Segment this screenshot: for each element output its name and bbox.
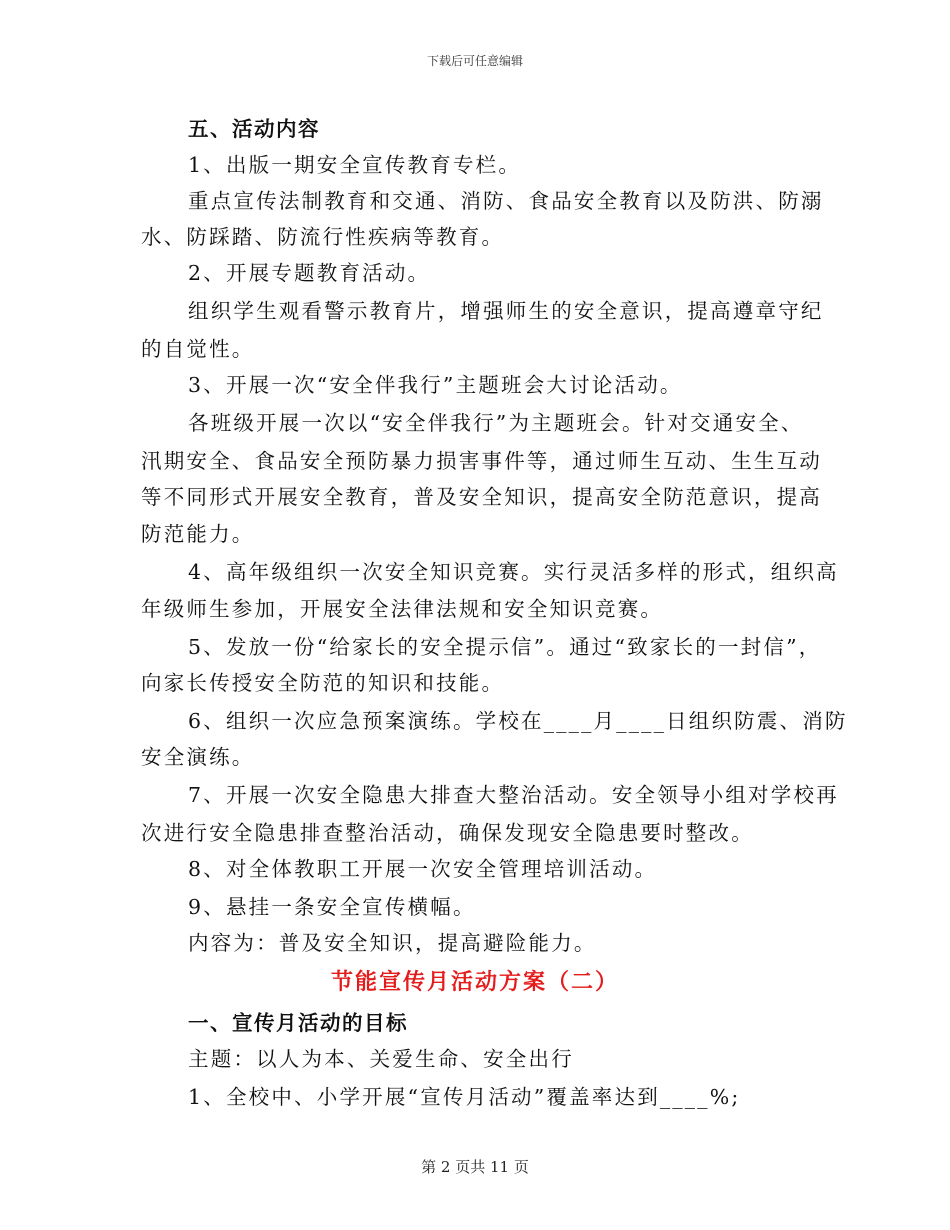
goal-line: 1、全校中、小学开展“宣传月活动”覆盖率达到____%; <box>188 1085 741 1109</box>
paragraph-line: 汛期安全、食品安全预防暴力损害事件等，通过师生互动、生生互动 <box>141 449 822 473</box>
paragraph-line: 组织学生观看警示教育片，增强师生的安全意识，提高遵章守纪 <box>188 299 824 323</box>
paragraph-line: 8、对全体教职工开展一次安全管理培训活动。 <box>188 857 658 881</box>
plan-title: 节能宣传月活动方案（二） <box>330 970 619 995</box>
subsection-title: 一、宣传月活动的目标 <box>188 1011 408 1035</box>
paragraph-line: 各班级开展一次以“安全伴我行”为主题班会。针对交通安全、 <box>188 411 804 435</box>
paragraph-line: 5、发放一份“给家长的安全提示信”。通过“致家长的一封信”， <box>188 635 822 659</box>
paragraph-line: 水、防踩踏、防流行性疾病等教育。 <box>141 225 505 249</box>
paragraph-line: 内容为：普及安全知识，提高避险能力。 <box>188 931 597 955</box>
section-title: 五、活动内容 <box>188 117 320 141</box>
paragraph-line: 2、开展专题教育活动。 <box>188 261 431 285</box>
paragraph-line: 等不同形式开展安全教育，普及安全知识，提高安全防范意识，提高 <box>141 485 822 509</box>
paragraph-line: 6、组织一次应急预案演练。学校在____月____日组织防震、消防 <box>188 709 848 733</box>
page-header-note: 下载后可任意编辑 <box>426 54 523 68</box>
paragraph-line: 1、出版一期安全宣传教育专栏。 <box>188 153 522 177</box>
paragraph-line: 防范能力。 <box>141 522 255 546</box>
paragraph-line: 7、开展一次安全隐患大排查大整治活动。安全领导小组对学校再 <box>188 783 839 807</box>
paragraph-line: 的自觉性。 <box>141 337 255 361</box>
paragraph-line: 年级师生参加，开展安全法律法规和安全知识竞赛。 <box>141 597 664 621</box>
paragraph-line: 次进行安全隐患排查整治活动，确保发现安全隐患要时整改。 <box>141 821 754 845</box>
theme-line: 主题：以人为本、关爱生命、安全出行 <box>188 1047 574 1071</box>
paragraph-line: 安全演练。 <box>141 745 255 769</box>
paragraph-line: 4、高年级组织一次安全知识竞赛。实行灵活多样的形式，组织高 <box>188 560 839 584</box>
paragraph-line: 重点宣传法制教育和交通、消防、食品安全教育以及防洪、防溺 <box>188 189 824 213</box>
page-footer-number: 第 2 页共 11 页 <box>421 1158 529 1176</box>
paragraph-line: 3、开展一次“安全伴我行”主题班会大讨论活动。 <box>188 373 683 397</box>
paragraph-line: 向家长传授安全防范的知识和技能。 <box>141 671 505 695</box>
paragraph-line: 9、悬挂一条安全宣传横幅。 <box>188 895 476 919</box>
